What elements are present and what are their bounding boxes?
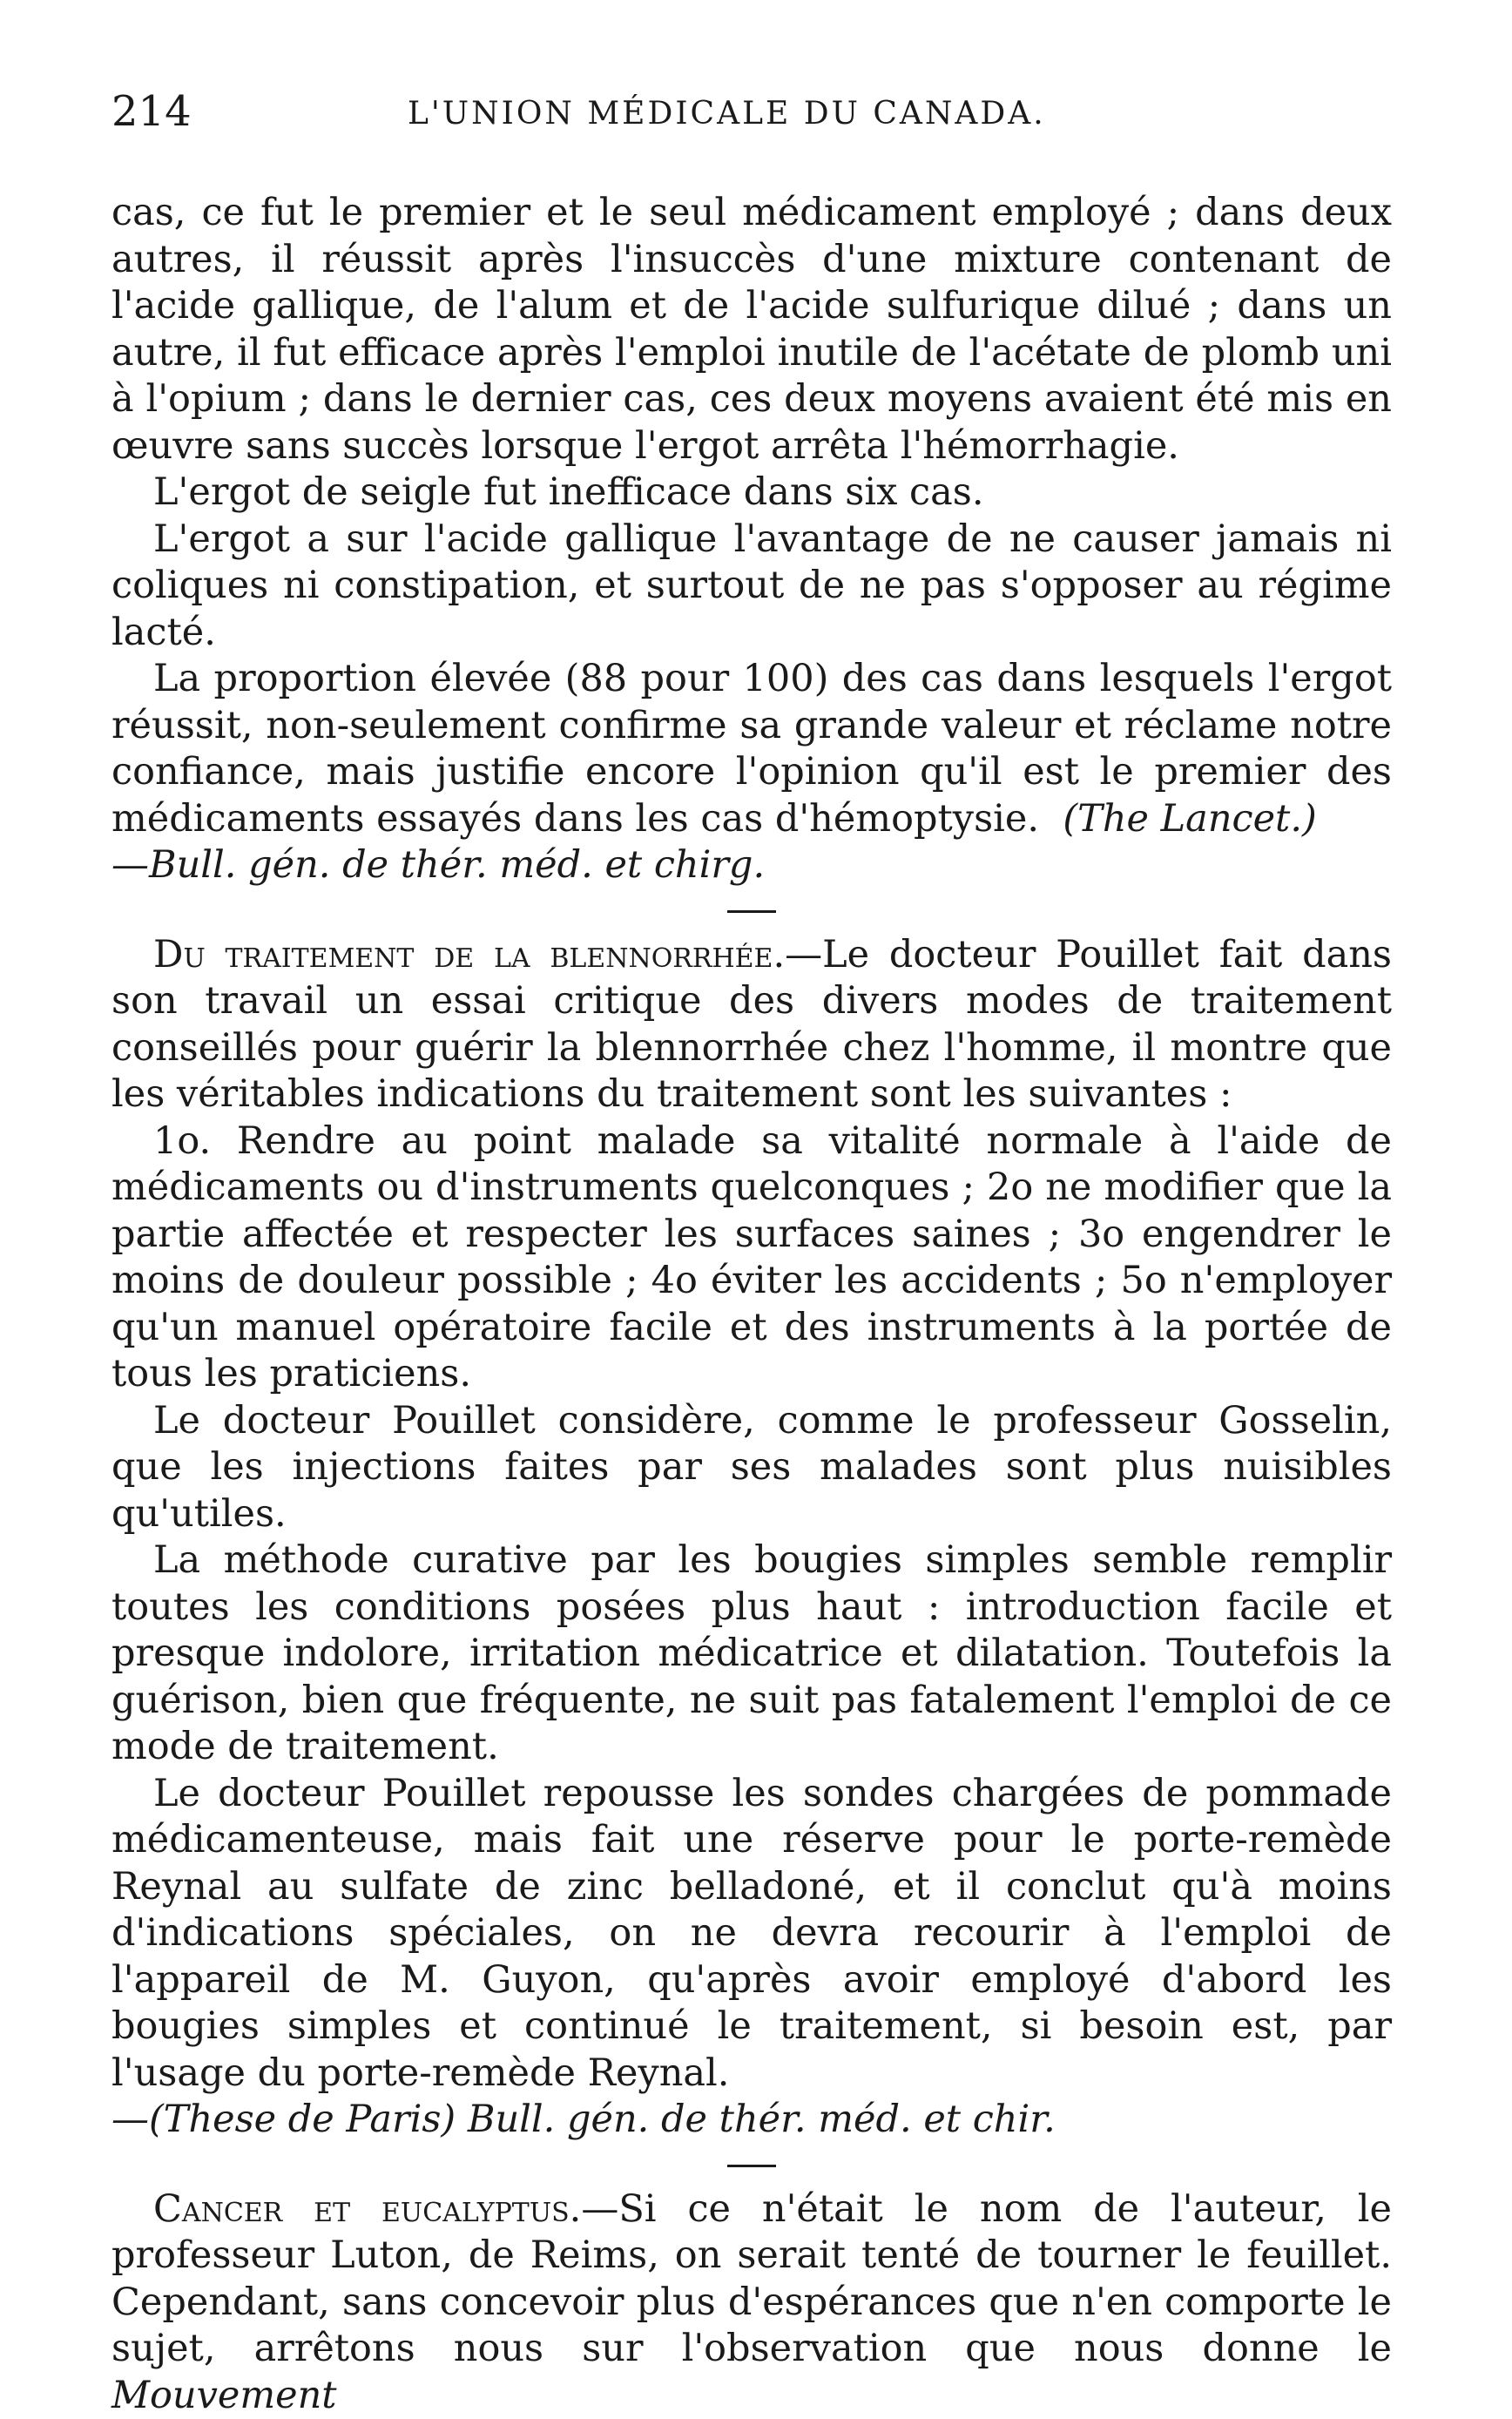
paragraph-text: —Si ce n'était le nom de l'auteur, le professeur Luton, de Reims, on serait tenté de tourner le feuillet. Cependant, sans concevoir plus d'espérances que n'en comporte le sujet, arrêtons nous sur l'observation que nous donne le xyxy=(111,2187,1392,2371)
paragraph: La méthode curative par les bougies simples semble remplir toutes les conditions posées plus haut : introduction facile et presque indolore, irritation médicatrice et dilatation. Toutefois la guérison, bien que fréquente, ne suit pas fatalement l'emploi de ce mode de traitement. xyxy=(111,1537,1392,1771)
section-divider xyxy=(727,2165,776,2167)
running-header xyxy=(111,87,1392,157)
paragraph xyxy=(111,656,1392,842)
paragraph: Le docteur Pouillet repousse les sondes chargées de pommade médicamenteuse, mais fait une réserve pour le porte-remède Reynal au sulfate de zinc belladoné, et il conclut qu'à moins d'indications spéciales, on ne devra recourir à l'emploi de l'appareil de M. Guyon, qu'après avoir employé d'abord les bougies simples et continué le traitement, si besoin est, par l'usage du porte-remède Reynal. xyxy=(111,1771,1392,2098)
source-reference: —Bull. gén. de thér. méd. et chirg. xyxy=(111,842,1392,889)
italic-word: Mouvement xyxy=(111,2374,337,2417)
paragraph: cas, ce fut le premier et le seul médicament employé ; dans deux autres, il réussit après l'insuccès d'une mixture contenant de l'acide gallique, de l'alum et de l'acide sulfurique dilué ; dans un autre, il fut efficace après l'emploi inutile de l'acétate de plomb uni à l'opium ; dans le dernier cas, ces deux moyens avaient été mis en œuvre sans succès lorsque l'ergot arrêta l'hémorrhagie. xyxy=(111,190,1392,470)
paragraph xyxy=(111,2186,1392,2419)
section-divider xyxy=(727,910,776,913)
paragraph-text: —Le docteur Pouillet fait dans son travail un essai critique des divers modes de traitement conseillés pour guérir la blennorrhée chez l'homme, il montre que les véritables indications du traitement sont les suivantes : xyxy=(111,933,1392,1117)
journal-title: L'UNION MÉDICALE DU CANADA. xyxy=(408,96,1046,132)
paragraph: L'ergot de seigle fut inefficace dans six cas. xyxy=(111,470,1392,517)
paragraph: L'ergot a sur l'acide gallique l'avantage de ne causer jamais ni coliques ni constipation, et surtout de ne pas s'opposer au régime lacté. xyxy=(111,517,1392,657)
paragraph: Le docteur Pouillet considère, comme le professeur Gosselin, que les injections faites par ses malades sont plus nuisibles qu'utiles. xyxy=(111,1398,1392,1538)
section-heading: Du traitement de la blennorrhée. xyxy=(153,933,785,976)
section-heading: Cancer et eucalyptus. xyxy=(153,2187,581,2231)
article-cancer-eucalyptus xyxy=(111,2186,1392,2419)
paragraph: 1o. Rendre au point malade sa vitalité normale à l'aide de médicaments ou d'instruments quelconques ; 2o ne modifier que la partie affectée et respecter les surfaces saines ; 3o engendrer le moins de douleur possible ; 4o éviter les accidents ; 5o n'employer qu'un manuel opératoire facile et des instruments à la portée de tous les praticiens. xyxy=(111,1118,1392,1398)
paragraph xyxy=(111,932,1392,1118)
paragraph-text: La proportion élevée (88 pour 100) des cas dans lesquels l'ergot réussit, non-seulement confirme sa grande valeur et réclame notre confiance, mais justifie encore l'opinion qu'il est le premier des médicaments essayés dans les cas d'hémoptysie. xyxy=(111,657,1392,841)
document-page xyxy=(111,87,1392,2419)
citation: (The Lancet.) xyxy=(1063,797,1316,841)
article-ergot-continuation xyxy=(111,190,1392,889)
source-reference: —(These de Paris) Bull. gén. de thér. méd. et chir. xyxy=(111,2097,1392,2144)
page-number: 214 xyxy=(111,87,192,136)
article-blennorrhee xyxy=(111,932,1392,2144)
